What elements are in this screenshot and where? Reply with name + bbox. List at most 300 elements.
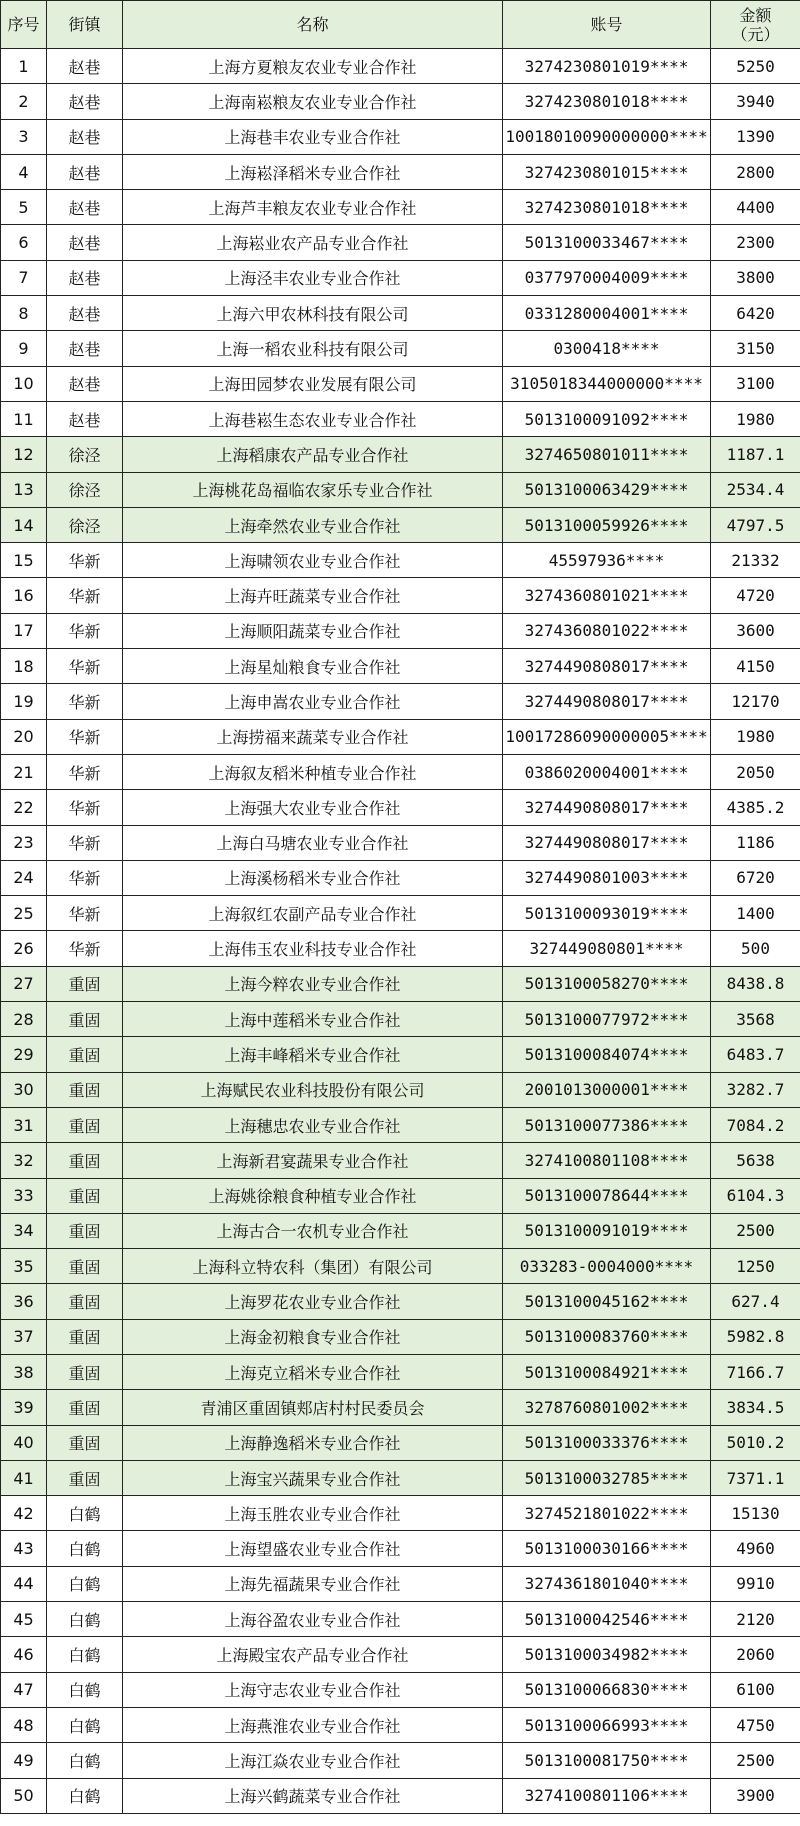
table-row	[1, 1566, 800, 1601]
cell-account: 3278760801002****	[503, 1390, 711, 1425]
table-row	[1, 790, 800, 825]
cell-index: 24	[1, 860, 47, 895]
cell-name: 上海静逸稻米专业合作社	[123, 1425, 503, 1460]
cell-name: 上海白马塘农业专业合作社	[123, 825, 503, 860]
cell-index: 26	[1, 931, 47, 966]
cell-town: 赵巷	[47, 49, 123, 84]
cell-index: 27	[1, 966, 47, 1001]
cell-amount: 8438.8	[711, 966, 800, 1001]
cell-account: 10018010090000000****	[503, 119, 711, 154]
table-row	[1, 896, 800, 931]
cell-amount: 3900	[711, 1778, 800, 1813]
cell-index: 50	[1, 1778, 47, 1813]
cell-account: 5013100059926****	[503, 507, 711, 542]
cell-index: 6	[1, 225, 47, 260]
cell-account: 5013100045162****	[503, 1284, 711, 1319]
cell-town: 白鹤	[47, 1531, 123, 1566]
cell-name: 上海泾丰农业专业合作社	[123, 260, 503, 295]
cell-town: 白鹤	[47, 1637, 123, 1672]
cell-account: 5013100042546****	[503, 1602, 711, 1637]
cell-town: 白鹤	[47, 1566, 123, 1601]
header-row	[1, 1, 800, 49]
header-account: 账号	[503, 1, 711, 49]
cell-index: 40	[1, 1425, 47, 1460]
cell-account: 0300418****	[503, 331, 711, 366]
cell-name: 上海稻康农产品专业合作社	[123, 437, 503, 472]
cell-name: 上海南崧粮友农业专业合作社	[123, 84, 503, 119]
cell-amount: 4385.2	[711, 790, 800, 825]
cell-amount: 3282.7	[711, 1072, 800, 1107]
cell-index: 39	[1, 1390, 47, 1425]
cell-index: 32	[1, 1143, 47, 1178]
cell-name: 上海叙友稻米种植专业合作社	[123, 754, 503, 789]
cell-amount: 2534.4	[711, 472, 800, 507]
table-row	[1, 578, 800, 613]
cell-index: 13	[1, 472, 47, 507]
cell-amount: 6100	[711, 1672, 800, 1707]
cell-amount: 9910	[711, 1566, 800, 1601]
table-row	[1, 1672, 800, 1707]
cell-name: 上海顺阳蔬菜专业合作社	[123, 613, 503, 648]
cell-name: 上海中莲稻米专业合作社	[123, 1002, 503, 1037]
table-row	[1, 825, 800, 860]
cell-account: 5013100058270****	[503, 966, 711, 1001]
cell-town: 白鹤	[47, 1707, 123, 1742]
cell-name: 上海崧业农产品专业合作社	[123, 225, 503, 260]
cell-name: 上海牵然农业专业合作社	[123, 507, 503, 542]
cell-name: 上海伟玉农业科技专业合作社	[123, 931, 503, 966]
cell-name: 上海申嵩农业专业合作社	[123, 684, 503, 719]
cell-name: 上海叙红农副产品专业合作社	[123, 896, 503, 931]
cell-amount: 4750	[711, 1707, 800, 1742]
cell-town: 华新	[47, 684, 123, 719]
cell-index: 36	[1, 1284, 47, 1319]
table-row	[1, 1072, 800, 1107]
cell-amount: 1186	[711, 825, 800, 860]
cell-amount: 12170	[711, 684, 800, 719]
cell-account: 5013100063429****	[503, 472, 711, 507]
cell-account: 5013100091092****	[503, 401, 711, 436]
table-row	[1, 260, 800, 295]
table-row	[1, 649, 800, 684]
cell-index: 34	[1, 1213, 47, 1248]
cell-amount: 2120	[711, 1602, 800, 1637]
cell-town: 赵巷	[47, 190, 123, 225]
cell-account: 3274230801019****	[503, 49, 711, 84]
table-row	[1, 119, 800, 154]
table-row	[1, 1390, 800, 1425]
cell-town: 白鹤	[47, 1672, 123, 1707]
cell-town: 重固	[47, 1037, 123, 1072]
cell-amount: 4797.5	[711, 507, 800, 542]
cell-index: 18	[1, 649, 47, 684]
table-row	[1, 931, 800, 966]
cell-town: 重固	[47, 1143, 123, 1178]
cell-amount: 3834.5	[711, 1390, 800, 1425]
cell-name: 上海巷丰农业专业合作社	[123, 119, 503, 154]
cell-name: 上海今粹农业专业合作社	[123, 966, 503, 1001]
cell-account: 5013100033376****	[503, 1425, 711, 1460]
table-row	[1, 190, 800, 225]
table-row	[1, 1354, 800, 1389]
cell-amount: 500	[711, 931, 800, 966]
table-row	[1, 507, 800, 542]
table-row	[1, 966, 800, 1001]
cell-town: 赵巷	[47, 401, 123, 436]
table-row	[1, 543, 800, 578]
cell-amount: 5982.8	[711, 1319, 800, 1354]
cell-account: 5013100093019****	[503, 896, 711, 931]
cell-town: 赵巷	[47, 119, 123, 154]
cell-amount: 5010.2	[711, 1425, 800, 1460]
cell-town: 华新	[47, 754, 123, 789]
table-row	[1, 1284, 800, 1319]
cell-town: 重固	[47, 1390, 123, 1425]
cell-index: 16	[1, 578, 47, 613]
cell-index: 19	[1, 684, 47, 719]
cell-name: 上海望盛农业专业合作社	[123, 1531, 503, 1566]
cell-index: 11	[1, 401, 47, 436]
cell-index: 5	[1, 190, 47, 225]
cell-name: 上海守志农业专业合作社	[123, 1672, 503, 1707]
cell-account: 0331280004001****	[503, 296, 711, 331]
cell-index: 30	[1, 1072, 47, 1107]
table-row	[1, 1707, 800, 1742]
cell-amount: 3150	[711, 331, 800, 366]
cell-account: 0377970004009****	[503, 260, 711, 295]
cell-town: 重固	[47, 1354, 123, 1389]
table-row	[1, 1743, 800, 1778]
table-row	[1, 1778, 800, 1813]
cell-account: 5013100033467****	[503, 225, 711, 260]
table-row	[1, 1249, 800, 1284]
table-row	[1, 1496, 800, 1531]
header-name: 名称	[123, 1, 503, 49]
cell-amount: 7084.2	[711, 1107, 800, 1142]
cell-amount: 6483.7	[711, 1037, 800, 1072]
cell-town: 赵巷	[47, 84, 123, 119]
cell-town: 重固	[47, 1213, 123, 1248]
cell-index: 33	[1, 1178, 47, 1213]
cell-town: 赵巷	[47, 331, 123, 366]
cell-account: 3274490808017****	[503, 825, 711, 860]
cell-account: 5013100066993****	[503, 1707, 711, 1742]
table-row	[1, 401, 800, 436]
cell-amount: 5250	[711, 49, 800, 84]
cell-index: 7	[1, 260, 47, 295]
cell-name: 上海赋民农业科技股份有限公司	[123, 1072, 503, 1107]
cell-name: 上海芦丰粮友农业专业合作社	[123, 190, 503, 225]
cell-amount: 1390	[711, 119, 800, 154]
cell-account: 3274490808017****	[503, 684, 711, 719]
cell-name: 上海星灿粮食专业合作社	[123, 649, 503, 684]
table-row	[1, 472, 800, 507]
cell-account: 3274230801018****	[503, 84, 711, 119]
table-row	[1, 366, 800, 401]
cell-account: 3274361801040****	[503, 1566, 711, 1601]
cell-town: 重固	[47, 1002, 123, 1037]
cell-name: 上海兴鹤蔬菜专业合作社	[123, 1778, 503, 1813]
cell-town: 华新	[47, 825, 123, 860]
cell-amount: 1980	[711, 401, 800, 436]
cell-town: 华新	[47, 860, 123, 895]
cell-town: 重固	[47, 1107, 123, 1142]
cell-amount: 6104.3	[711, 1178, 800, 1213]
cell-name: 上海谷盈农业专业合作社	[123, 1602, 503, 1637]
cell-amount: 4400	[711, 190, 800, 225]
cell-amount: 5638	[711, 1143, 800, 1178]
cell-amount: 6420	[711, 296, 800, 331]
cell-index: 38	[1, 1354, 47, 1389]
cell-name: 上海金初粮食专业合作社	[123, 1319, 503, 1354]
cell-account: 5013100032785****	[503, 1460, 711, 1495]
table-row	[1, 1002, 800, 1037]
cell-amount: 4720	[711, 578, 800, 613]
table-row	[1, 754, 800, 789]
cell-amount: 2060	[711, 1637, 800, 1672]
cell-index: 2	[1, 84, 47, 119]
cell-index: 8	[1, 296, 47, 331]
cell-amount: 3940	[711, 84, 800, 119]
cell-amount: 7371.1	[711, 1460, 800, 1495]
cell-account: 5013100077386****	[503, 1107, 711, 1142]
table-row	[1, 154, 800, 189]
cell-town: 徐泾	[47, 507, 123, 542]
cell-town: 华新	[47, 578, 123, 613]
cell-town: 华新	[47, 790, 123, 825]
cell-town: 重固	[47, 1178, 123, 1213]
cell-index: 47	[1, 1672, 47, 1707]
cell-town: 白鹤	[47, 1743, 123, 1778]
table-row	[1, 296, 800, 331]
cell-account: 45597936****	[503, 543, 711, 578]
cell-town: 重固	[47, 1319, 123, 1354]
cell-name: 上海桃花岛福临农家乐专业合作社	[123, 472, 503, 507]
cell-amount: 21332	[711, 543, 800, 578]
cell-name: 上海捞福来蔬菜专业合作社	[123, 719, 503, 754]
cell-name: 上海科立特农科（集团）有限公司	[123, 1249, 503, 1284]
cell-index: 31	[1, 1107, 47, 1142]
table-row	[1, 1107, 800, 1142]
cell-amount: 3100	[711, 366, 800, 401]
cell-index: 41	[1, 1460, 47, 1495]
cell-account: 3274230801018****	[503, 190, 711, 225]
table-body	[1, 49, 800, 1814]
cell-amount: 1187.1	[711, 437, 800, 472]
cell-name: 上海殿宝农产品专业合作社	[123, 1637, 503, 1672]
cell-name: 上海新君宴蔬果专业合作社	[123, 1143, 503, 1178]
header-amount-label: 金额	[739, 5, 772, 25]
cell-account: 3105018344000000****	[503, 366, 711, 401]
cell-town: 重固	[47, 1072, 123, 1107]
cell-index: 37	[1, 1319, 47, 1354]
cell-name: 上海丰峰稻米专业合作社	[123, 1037, 503, 1072]
cell-amount: 6720	[711, 860, 800, 895]
cell-index: 10	[1, 366, 47, 401]
table-row	[1, 1637, 800, 1672]
cell-index: 12	[1, 437, 47, 472]
cell-name: 青浦区重固镇郏店村村民委员会	[123, 1390, 503, 1425]
cell-amount: 2500	[711, 1213, 800, 1248]
cell-index: 23	[1, 825, 47, 860]
table-row	[1, 719, 800, 754]
cell-index: 1	[1, 49, 47, 84]
cell-name: 上海罗花农业专业合作社	[123, 1284, 503, 1319]
cell-index: 46	[1, 1637, 47, 1672]
header-index: 序号	[1, 1, 47, 49]
header-town: 街镇	[47, 1, 123, 49]
cell-account: 5013100066830****	[503, 1672, 711, 1707]
cell-name: 上海啸领农业专业合作社	[123, 543, 503, 578]
cell-index: 20	[1, 719, 47, 754]
cell-account: 5013100084921****	[503, 1354, 711, 1389]
cell-account: 3274360801021****	[503, 578, 711, 613]
cell-town: 重固	[47, 966, 123, 1001]
cell-town: 重固	[47, 1425, 123, 1460]
cell-amount: 3600	[711, 613, 800, 648]
cell-town: 华新	[47, 613, 123, 648]
cell-index: 17	[1, 613, 47, 648]
table-row	[1, 225, 800, 260]
table-row	[1, 1143, 800, 1178]
cell-index: 9	[1, 331, 47, 366]
cell-name: 上海巷崧生态农业专业合作社	[123, 401, 503, 436]
cell-index: 44	[1, 1566, 47, 1601]
cell-account: 0386020004001****	[503, 754, 711, 789]
cell-name: 上海卉旺蔬菜专业合作社	[123, 578, 503, 613]
cell-town: 赵巷	[47, 260, 123, 295]
cell-name: 上海六甲农林科技有限公司	[123, 296, 503, 331]
cell-amount: 15130	[711, 1496, 800, 1531]
table-row	[1, 1425, 800, 1460]
cell-account: 5013100077972****	[503, 1002, 711, 1037]
cell-account: 3274650801011****	[503, 437, 711, 472]
cell-amount: 2050	[711, 754, 800, 789]
header-amount	[711, 1, 800, 49]
cell-index: 43	[1, 1531, 47, 1566]
cell-amount: 1400	[711, 896, 800, 931]
cell-index: 45	[1, 1602, 47, 1637]
table-row	[1, 1460, 800, 1495]
table-row	[1, 49, 800, 84]
cell-name: 上海穗忠农业专业合作社	[123, 1107, 503, 1142]
table-row	[1, 860, 800, 895]
cell-name: 上海田园梦农业发展有限公司	[123, 366, 503, 401]
cell-index: 29	[1, 1037, 47, 1072]
table-row	[1, 1037, 800, 1072]
cell-town: 华新	[47, 649, 123, 684]
cell-town: 赵巷	[47, 225, 123, 260]
cell-name: 上海克立稻米专业合作社	[123, 1354, 503, 1389]
cell-town: 重固	[47, 1284, 123, 1319]
cell-amount: 3568	[711, 1002, 800, 1037]
cell-name: 上海强大农业专业合作社	[123, 790, 503, 825]
cell-index: 22	[1, 790, 47, 825]
cell-town: 重固	[47, 1460, 123, 1495]
header-amount-unit: （元）	[731, 24, 780, 44]
table-row	[1, 1213, 800, 1248]
cell-name: 上海姚徐粮食种植专业合作社	[123, 1178, 503, 1213]
cell-account: 5013100084074****	[503, 1037, 711, 1072]
table-row	[1, 1178, 800, 1213]
cell-amount: 4150	[711, 649, 800, 684]
cell-index: 48	[1, 1707, 47, 1742]
table-row	[1, 437, 800, 472]
cell-account: 3274100801108****	[503, 1143, 711, 1178]
cell-name: 上海宝兴蔬果专业合作社	[123, 1460, 503, 1495]
cell-index: 14	[1, 507, 47, 542]
table-row	[1, 1602, 800, 1637]
cell-account: 3274490808017****	[503, 649, 711, 684]
cell-name: 上海江焱农业专业合作社	[123, 1743, 503, 1778]
cell-amount: 4960	[711, 1531, 800, 1566]
cell-amount: 2300	[711, 225, 800, 260]
cell-town: 赵巷	[47, 296, 123, 331]
cell-account: 2001013000001****	[503, 1072, 711, 1107]
cell-index: 25	[1, 896, 47, 931]
table-row	[1, 84, 800, 119]
cell-account: 5013100030166****	[503, 1531, 711, 1566]
cell-index: 49	[1, 1743, 47, 1778]
cell-account: 3274100801106****	[503, 1778, 711, 1813]
cell-town: 华新	[47, 543, 123, 578]
cell-amount: 627.4	[711, 1284, 800, 1319]
cell-name: 上海先福蔬果专业合作社	[123, 1566, 503, 1601]
cell-name: 上海溪杨稻米专业合作社	[123, 860, 503, 895]
cell-account: 3274490808017****	[503, 790, 711, 825]
cell-account: 5013100078644****	[503, 1178, 711, 1213]
cell-account: 5013100083760****	[503, 1319, 711, 1354]
cell-town: 白鹤	[47, 1778, 123, 1813]
cell-town: 华新	[47, 719, 123, 754]
cell-account: 5013100091019****	[503, 1213, 711, 1248]
cell-index: 21	[1, 754, 47, 789]
cell-amount: 2800	[711, 154, 800, 189]
cell-account: 3274521801022****	[503, 1496, 711, 1531]
cell-amount: 3800	[711, 260, 800, 295]
cell-account: 3274360801022****	[503, 613, 711, 648]
cell-index: 35	[1, 1249, 47, 1284]
cell-name: 上海方夏粮友农业专业合作社	[123, 49, 503, 84]
cell-account: 3274230801015****	[503, 154, 711, 189]
table-row	[1, 331, 800, 366]
cell-index: 15	[1, 543, 47, 578]
cell-name: 上海玉胜农业专业合作社	[123, 1496, 503, 1531]
table-row	[1, 684, 800, 719]
cell-account: 10017286090000005****	[503, 719, 711, 754]
cell-account: 5013100081750****	[503, 1743, 711, 1778]
cell-town: 华新	[47, 896, 123, 931]
cell-town: 重固	[47, 1249, 123, 1284]
cell-amount: 7166.7	[711, 1354, 800, 1389]
cell-name: 上海古合一农机专业合作社	[123, 1213, 503, 1248]
cell-town: 徐泾	[47, 472, 123, 507]
cell-account: 5013100034982****	[503, 1637, 711, 1672]
cell-town: 徐泾	[47, 437, 123, 472]
cell-index: 28	[1, 1002, 47, 1037]
cell-account: 327449080801****	[503, 931, 711, 966]
cell-amount: 1250	[711, 1249, 800, 1284]
cell-name: 上海一稻农业科技有限公司	[123, 331, 503, 366]
cell-town: 白鹤	[47, 1602, 123, 1637]
cell-account: 033283-0004000****	[503, 1249, 711, 1284]
cell-name: 上海燕淮农业专业合作社	[123, 1707, 503, 1742]
cell-amount: 1980	[711, 719, 800, 754]
cell-town: 白鹤	[47, 1496, 123, 1531]
cell-index: 3	[1, 119, 47, 154]
cell-name: 上海崧泽稻米专业合作社	[123, 154, 503, 189]
table-row	[1, 1319, 800, 1354]
